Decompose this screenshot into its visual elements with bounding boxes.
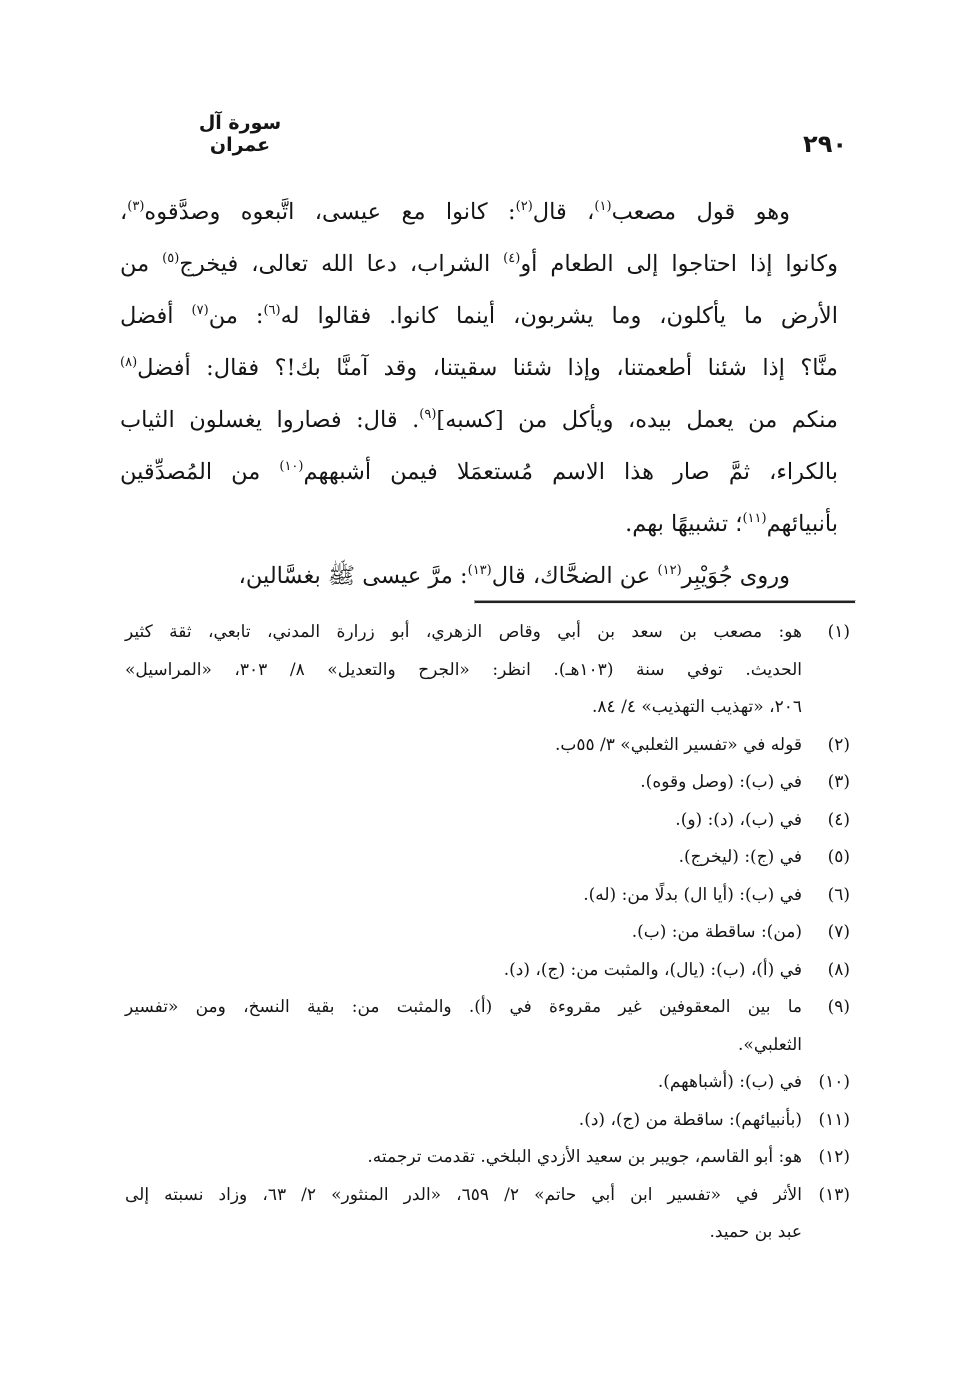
footnote-ref: (٨) <box>120 355 138 370</box>
footnote-ref: (٧) <box>191 303 209 318</box>
footnote-text: في (ب): (وصل وقوه). <box>640 772 802 792</box>
footnote <box>125 1102 850 1140</box>
footnote-number: (٦) <box>827 884 850 905</box>
body-line: منَّا؟ إذا شئنا أطعمتنا، وإذا شئنا سقيتنا، وقد آمنَّا بك!؟ فقال: أفضل$^{(٨)}$ <box>120 355 838 381</box>
footnotes <box>125 614 850 1252</box>
page-number: ٢٩٠ <box>803 130 847 158</box>
footnote-number: (١١) <box>818 1109 850 1130</box>
footnote-number: (٧) <box>827 922 850 942</box>
footnote-number: (٢) <box>827 734 850 755</box>
footnote-text: هو: مصعب بن سعد بن أبي وقاص الزهري، أبو زرارة المدني، تابعي، ثقة كثير <box>125 622 802 642</box>
footnote-text: في (ب)، (د): (و). <box>675 809 802 830</box>
body-line: منكم من يعمل بيده، ويأكل من [كسبه]$^{(٩)}$. قال: فصاروا يغسلون الثياب <box>120 407 838 433</box>
footnote-ref: (٥) <box>162 251 180 266</box>
body-line: الأرض ما يأكلون، وما يشربون، أينما كانوا. فقالوا له$^{(٦)}$: من$^{(٧)}$ أفضل <box>120 303 838 329</box>
footnote-text: ما بين المعقوفين غير مقروءة في (أ). والمثبت من: بقية النسخ، ومن «تفسير <box>125 997 802 1017</box>
footnote <box>125 727 850 765</box>
running-header-title: سورة آل عمران <box>198 112 282 156</box>
footnote <box>125 952 850 990</box>
footnote <box>125 877 850 915</box>
main-text <box>120 186 838 602</box>
footnote <box>125 764 850 802</box>
footnote-ref: (٣) <box>127 199 145 214</box>
footnote <box>125 989 850 1064</box>
footnote-number: (٨) <box>827 959 850 980</box>
footnote-text: الثعلبي». <box>738 1034 802 1055</box>
footnote-text: هو: أبو القاسم، جويبر بن سعيد الأزدي البلخي. تقدمت ترجمته. <box>367 1147 802 1167</box>
footnote-ref: (١) <box>594 199 612 214</box>
footnote-text: قوله في «تفسير الثعلبي» ٣/ ٥٥ب. <box>554 734 802 755</box>
footnote-text: ٢٠٦، «تهذيب التهذيب» ٤/ ٨٤. <box>592 697 802 717</box>
footnote-number: (٥) <box>827 847 850 867</box>
footnote-ref: (٦) <box>263 303 281 318</box>
footnote-text: في (ب): (أشباههم). <box>657 1072 802 1092</box>
footnote <box>125 614 850 727</box>
footnote-ref: (٩) <box>419 407 437 422</box>
footnote <box>125 1177 850 1252</box>
footnote-text: الأثر في «تفسير ابن أبي حاتم» ٢/ ٦٥٩، «الدر المنثور» ٢/ ٦٣، وزاد نسبته إلى <box>125 1184 802 1205</box>
body-line: وهو قول مصعب$^{(١)}$، قال$^{(٢)}$: كانوا مع عيسى، اتَّبعوه وصدَّقوه$^{(٣)}$، <box>120 199 790 225</box>
body-line: وكانوا إذا احتاجوا إلى الطعام أو$^{(٤)}$ الشراب، دعا الله تعالى، فيخرج$^{(٥)}$ من <box>120 251 838 277</box>
footnote-ref: (١٣) <box>467 563 492 578</box>
footnote-ref: (٢) <box>515 199 533 214</box>
footnote-number: (١٢) <box>818 1147 850 1167</box>
footnote-text: الحديث. توفي سنة (١٠٣هـ). انظر: «الجرح والتعديل» ٨/ ٣٠٣، «المراسيل» <box>125 659 803 680</box>
footnote-separator <box>474 600 856 604</box>
footnote <box>125 914 850 952</box>
footnote-number: (٩) <box>827 997 850 1017</box>
footnote-ref: (١٠) <box>279 459 304 474</box>
footnote-text: عبد بن حميد. <box>709 1222 802 1242</box>
body-line: بأنبيائهم$^{(١١)}$؛ تشبيهًا بهم. <box>625 511 838 537</box>
footnote <box>125 1139 850 1177</box>
footnote-text: (من): ساقطة من: (ب). <box>631 922 802 942</box>
footnote-ref: (١٢) <box>657 563 682 578</box>
body-line: وروى جُوَيْبِر$^{(١٢)}$ عن الضحَّاك، قال$^{(١٣)}$: مرَّ عيسى ﷺ بغسَّالين، <box>238 563 790 589</box>
footnote-ref: (١١) <box>742 511 767 526</box>
footnote <box>125 839 850 877</box>
body-line: بالكراء، ثمَّ صار هذا الاسم مُستعمَلا فيمن أشبههم$^{(١٠)}$ من المُصدِّقين <box>120 459 838 485</box>
footnote-text: في (ب): (أيا ال) بدلًا من: (له). <box>583 884 802 905</box>
footnote-number: (٣) <box>827 772 850 792</box>
footnote-text: في (ج): (ليخرج). <box>678 847 802 867</box>
footnote <box>125 802 850 840</box>
footnote-text: في (أ)، (ب): (يال)، والمثبت من: (ج)، (د). <box>503 959 802 980</box>
footnote <box>125 1064 850 1102</box>
footnote-text: (بأنبيائهم): ساقطة من (ج)، (د). <box>578 1109 802 1130</box>
footnote-number: (١) <box>827 622 850 642</box>
footnote-ref: (٤) <box>503 251 521 266</box>
footnote-number: (١٣) <box>818 1184 850 1205</box>
footnote-number: (٤) <box>827 809 850 830</box>
footnote-number: (١٠) <box>818 1072 850 1092</box>
